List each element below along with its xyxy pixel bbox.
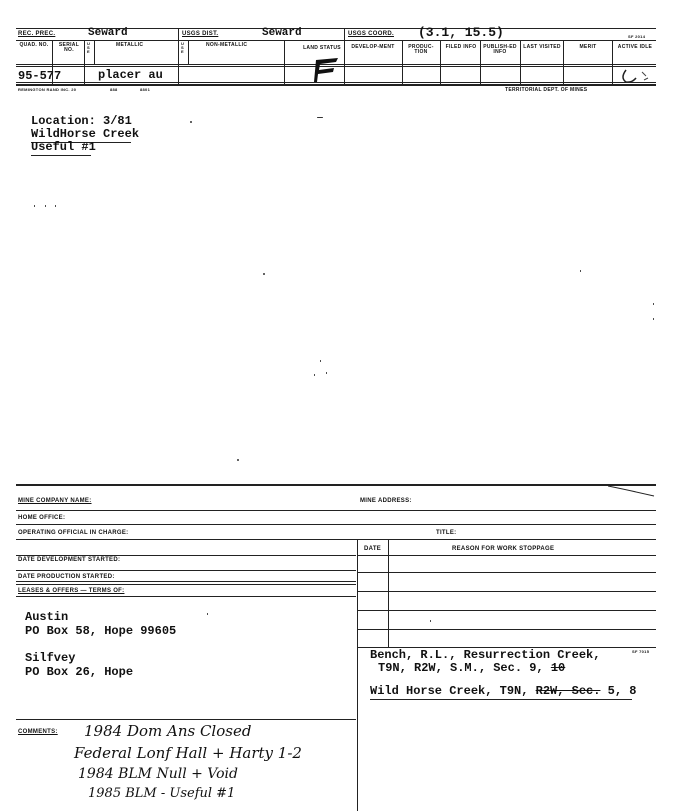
active-idle-label: ACTIVE IDLE [617,44,653,50]
mine-company-label: MINE COMPANY NAME: [18,498,92,504]
last-visited-label: LAST VISITED [523,44,561,50]
land-status-mark-icon [312,58,342,84]
lease-address-silfvey: PO Box 26, Hope [25,665,134,679]
lease-name-austin: Austin [25,610,69,624]
quad-serial-value: 95-577 [18,69,62,83]
comments-label: COMMENTS: [18,729,58,735]
creek-note: WildHorse Creek [31,127,140,141]
reason-col-label: REASON FOR WORK STOPPAGE [452,546,555,552]
metallic-value: placer au [98,68,163,82]
rec-prec-value: Seward [88,27,128,39]
development-label: DEVELOP-MENT [351,44,395,50]
date-col-label: DATE [364,546,382,552]
printer-text: REMINGTON RAND INC. 20 [18,87,77,92]
comment-line-3: 1984 BLM Null + Void [78,766,238,782]
metallic-label: METALLIC [116,42,144,48]
nonmetallic-label: NON-METALLIC [206,42,248,48]
owner-line-2: T9N, R2W, S.M., Sec. 9, 10 [378,661,566,675]
mine-address-label: MINE ADDRESS: [360,498,412,504]
lease-address-austin: PO Box 58, Hope 99605 [25,624,177,638]
leases-label: LEASES & OFFERS — TERMS OF: [18,588,125,594]
comment-line-4: 1985 BLM - Useful #1 [88,786,236,801]
usgs-coord-value: (3.1, 15.5) [418,25,504,40]
home-office-label: HOME OFFICE: [18,515,66,521]
form-code-top: SF 2014 [628,34,646,39]
filed-info-label: FILED INFO [445,44,477,50]
owner-line-1: Bench, R.L., Resurrection Creek, [370,648,601,662]
comment-line-2: Federal Lonf Hall + Harty 1-2 [74,744,302,762]
active-idle-circle-icon [618,68,652,84]
printer-code-1: 888 [110,87,118,92]
form-code-bottom: SF 7015 [632,649,650,654]
date-dev-started-label: DATE DEVELOPMENT STARTED: [18,557,121,563]
use-label-nonmetallic: U S E [181,41,185,54]
date-prod-started-label: DATE PRODUCTION STARTED: [18,574,115,580]
usgs-coord-label: USGS COORD. [348,31,394,37]
location-note: Location: 3/81 [31,114,132,128]
usgs-dist-label: USGS DIST. [182,31,219,37]
owner-line-3: Wild Horse Creek, T9N, R2W, Sec. 5, 8 [370,684,637,698]
usgs-dist-value: Seward [262,27,302,39]
corner-scribble-icon [608,482,656,498]
merit-label: MERIT [579,44,597,50]
title-label: TITLE: [436,530,457,536]
rec-prec-label: REC. PREC. [18,31,56,37]
quad-no-label: QUAD. NO. [19,42,49,48]
comment-line-1: 1984 Dom Ans Closed [84,722,252,740]
production-label: PRODUC-TION [408,44,434,55]
serial-no-label: SERIAL NO. [58,42,80,53]
dept-text: TERRITORIAL DEPT. OF MINES [505,87,588,93]
useful-note: Useful #1 [31,140,96,154]
printer-code-2: 8801 [140,87,151,92]
land-status-label: LAND STATUS [303,45,341,51]
use-label-metallic: U S E [87,41,91,54]
lease-name-silfvey: Silfvey [25,651,76,665]
published-info-label: PUBLISH-ED INFO [483,44,517,55]
operating-official-label: OPERATING OFFICIAL IN CHARGE: [18,530,129,536]
